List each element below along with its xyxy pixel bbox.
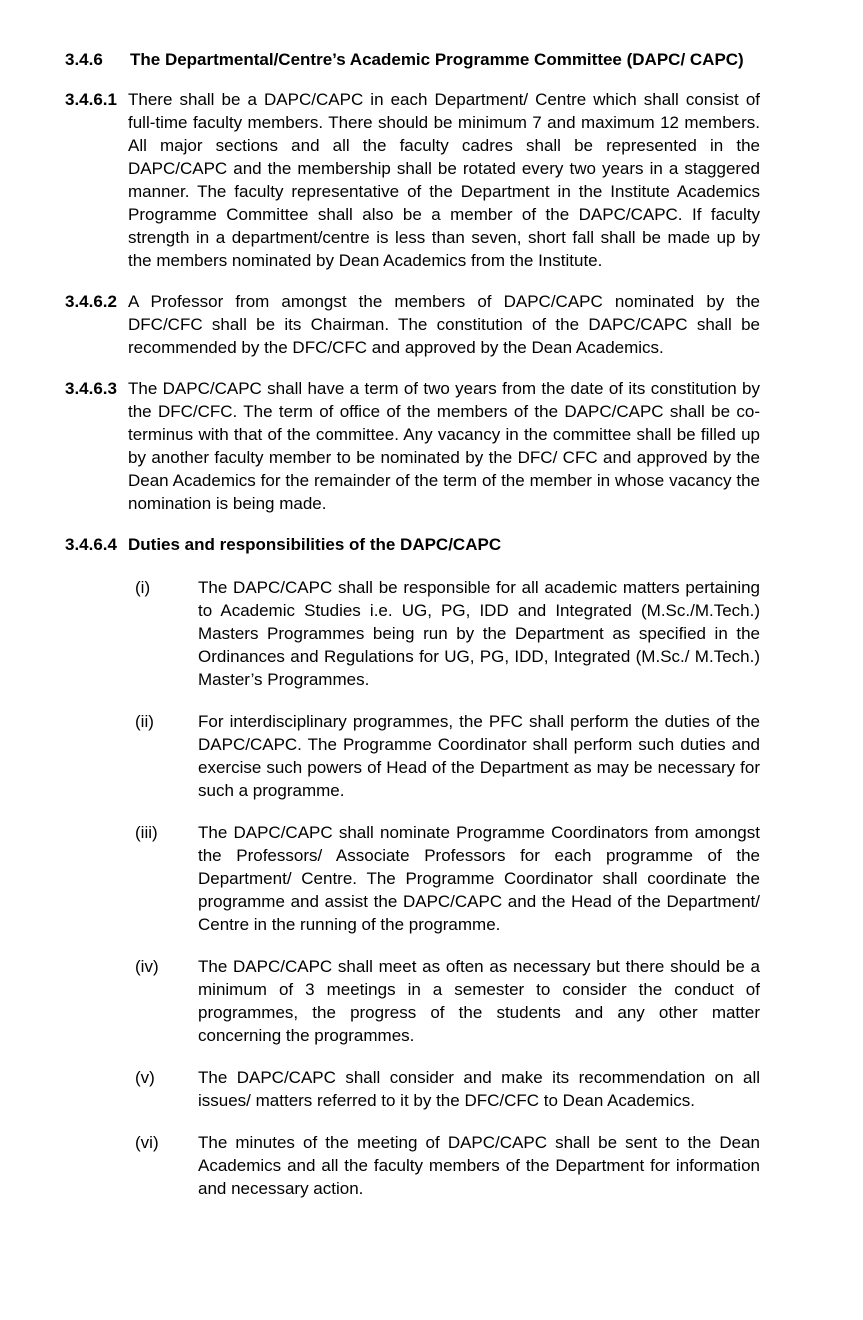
duty-marker: (i) bbox=[135, 578, 151, 597]
duty-item bbox=[135, 1131, 760, 1200]
paragraph bbox=[65, 290, 760, 359]
duty-item bbox=[135, 576, 760, 691]
duty-marker: (vi) bbox=[135, 1133, 159, 1152]
duty-item bbox=[135, 955, 760, 1047]
subsection-heading bbox=[65, 533, 760, 557]
paragraph-text: A Professor from amongst the members of DAPC/CAPC nominated by the DFC/CFC shall be its Chairman. The constitution of the DAPC/CAPC shall be recommended by the DFC/CFC and approved by the Dean Academics. bbox=[128, 292, 760, 357]
duty-marker: (iv) bbox=[135, 957, 159, 976]
duty-item bbox=[135, 821, 760, 936]
subsection-number: 3.4.6.4 bbox=[65, 535, 117, 554]
duty-item bbox=[135, 1066, 760, 1112]
paragraph-number: 3.4.6.3 bbox=[65, 379, 117, 398]
paragraph bbox=[65, 377, 760, 515]
duty-text: The DAPC/CAPC shall consider and make its recommendation on all issues/ matters referred to it by the DFC/CFC to Dean Academics. bbox=[198, 1068, 760, 1110]
section-title: The Departmental/Centre’s Academic Programme Committee (DAPC/ CAPC) bbox=[130, 50, 744, 69]
paragraph-number: 3.4.6.1 bbox=[65, 90, 117, 109]
duty-text: The DAPC/CAPC shall be responsible for all academic matters pertaining to Academic Studies i.e. UG, PG, IDD and Integrated (M.Sc./M.Tech.) Masters Programmes being run by the Department as specified in the Ordinances and Regulations for UG, PG, IDD, Integrated (M.Sc./ M.Tech.) Master’s Programmes. bbox=[198, 578, 760, 689]
section-heading bbox=[65, 48, 760, 72]
duty-item bbox=[135, 710, 760, 802]
duty-marker: (v) bbox=[135, 1068, 155, 1087]
section-number: 3.4.6 bbox=[65, 50, 103, 69]
paragraph bbox=[65, 88, 760, 272]
duty-text: The minutes of the meeting of DAPC/CAPC shall be sent to the Dean Academics and all the faculty members of the Department for information and necessary action. bbox=[198, 1133, 760, 1198]
duty-marker: (ii) bbox=[135, 712, 154, 731]
duty-marker: (iii) bbox=[135, 823, 158, 842]
paragraph-text: There shall be a DAPC/CAPC in each Department/ Centre which shall consist of full-time faculty members. There should be minimum 7 and maximum 12 members. All major sections and all the faculty cadres shall be represented in the DAPC/CAPC and the membership shall be rotated every two years in a staggered manner. The faculty representative of the Department in the Institute Academics Programme Committee shall also be a member of the DAPC/CAPC. If faculty strength in a department/centre is less than seven, short fall shall be made up by the members nominated by Dean Academics from the Institute. bbox=[128, 90, 760, 270]
paragraph-number: 3.4.6.2 bbox=[65, 292, 117, 311]
subsection-title: Duties and responsibilities of the DAPC/CAPC bbox=[128, 535, 502, 554]
paragraph-text: The DAPC/CAPC shall have a term of two years from the date of its constitution by the DFC/CFC. The term of office of the members of the DAPC/CAPC shall be co-terminus with that of the committee. Any vacancy in the committee shall be filled up by another faculty member to be nominated by the DFC/ CFC and approved by the Dean Academics for the remainder of the term of the member in whose vacancy the nomination is being made. bbox=[128, 379, 760, 513]
duty-text: The DAPC/CAPC shall nominate Programme Coordinators from amongst the Professors/ Associate Professors for each programme of the Department/ Centre. The Programme Coordinator shall coordinate the programme and assist the DAPC/CAPC and the Head of the Department/ Centre in the running of the programme. bbox=[198, 823, 760, 934]
duty-text: The DAPC/CAPC shall meet as often as necessary but there should be a minimum of 3 meetings in a semester to consider the conduct of programmes, the progress of the students and any other matter concerning the programmes. bbox=[198, 957, 760, 1045]
duty-text: For interdisciplinary programmes, the PFC shall perform the duties of the DAPC/CAPC. The Programme Coordinator shall perform such duties and exercise such powers of Head of the Department as may be necessary for such a programme. bbox=[198, 712, 760, 800]
